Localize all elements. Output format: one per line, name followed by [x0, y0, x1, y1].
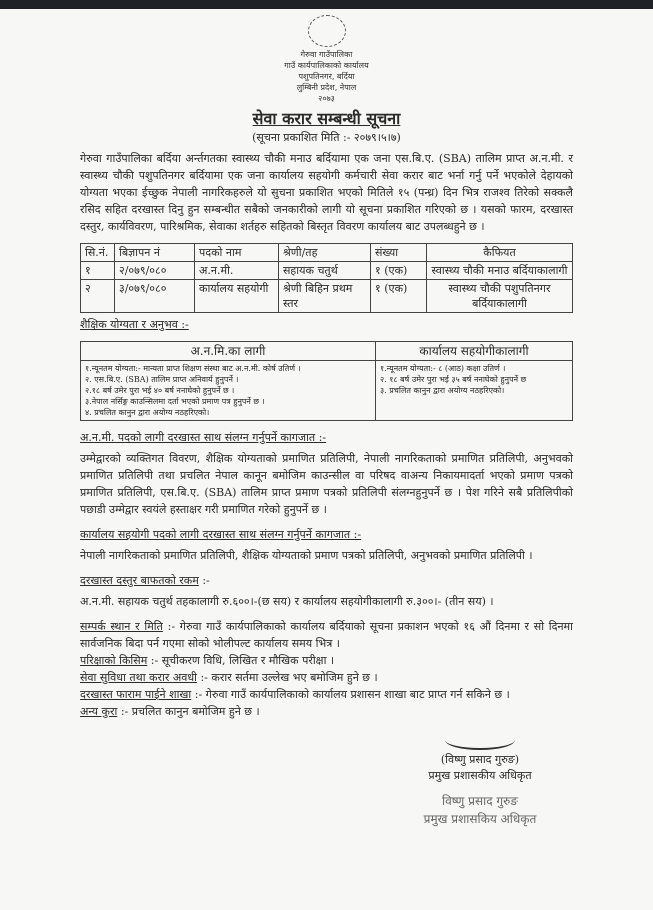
office-qualification: ३. प्रचलित कानुन द्वारा अयोग्य नठहरिएको। [380, 386, 505, 395]
name-stamp [380, 792, 580, 828]
cell: श्रेणी बिहिन प्रथम स्तर [279, 280, 371, 313]
stamp-name: विष्णु प्रसाद गुरुङ [442, 794, 518, 808]
office-qualification: २. १८ बर्ष उमेर पुरा भई ३५ बर्ष ननाघेको हुनुपर्ने छ [380, 375, 527, 384]
cell: सहायक चतुर्थ [279, 262, 371, 280]
qualifications-heading: शैक्षिक योग्यता र अनुभव :- [80, 318, 189, 331]
info-label: सम्पर्क स्थान र मिति [80, 620, 163, 633]
cell: स्वास्थ्य चौकी मनाउ बर्दियाकालागी [427, 262, 573, 280]
cell: ३/०७९/०८० [115, 280, 195, 313]
anm-docs-text: उम्मेद्वारको व्यक्तिगत विवरण, शैक्षिक योग्यताको प्रमाणित प्रतिलिपी, नेपाली नागरिकताको प्रमाणित प्रतिलिपी, अनुभवको प्रमाणित प्रतिलिपी तथा प्रचलित नेपाल कानून बमोजिम काउन्सील वा परिषद वाअन्य निकायमादर्ता भएको प्रमाण पत्रको प्रमाणित प्रतिलिपी, एस.बि.ए. (SBA) तालिम प्राप्त प्रमाण पत्रको प्रतिलिपी संलग्नहुनुपर्ने छ । पेश गरिने सबै प्रतिलिपीको पछाडी उम्मेद्वार स्वयंले हस्ताक्षर गरी प्रमाणित गरेको हुनुपर्ने छ । [80, 452, 573, 516]
anm-qualification: १.न्यूनतम योग्यता:- मान्यता प्राप्त शिक्षण संस्था बाट अ.न.मी. कोर्ष उतिर्ण । [85, 364, 301, 373]
info-text: :- करार सर्तमा उल्लेख भए बमोजिम हुने छ । [196, 671, 378, 684]
info-text: :- सूचीकरण विधि, लिखित र मौखिक परीक्षा । [147, 654, 335, 667]
fee-text: अ.न.मी. सहायक चतुर्थ तहकालागी रु.६००।-(छ सय) र कार्यालय सहयोगीकालागी रु.३००।- (तीन सय) । [80, 595, 494, 608]
col-header: श्रेणी/तह [279, 244, 371, 262]
info-label: अन्य कुरा [80, 705, 118, 718]
publish-date: (सूचना प्रकाशित मिति :- २०७९।५।७) [252, 131, 401, 144]
cell: कार्यालय सहयोगी [195, 280, 279, 313]
logo-line: गाउँ कार्यपालिकाको कार्यालय [284, 61, 369, 70]
notice-title-text: सेवा करार सम्बन्धी सूचना [252, 109, 401, 128]
table-header-row [81, 244, 573, 262]
fee-heading-suffix: :- [198, 574, 210, 587]
info-text: :- प्रचलित कानुन बमोजिम हुने छ । [117, 705, 260, 718]
col-header: सि.नं. [81, 244, 115, 262]
col-header: पदको नाम [195, 244, 279, 262]
col-header: कैफियत [427, 244, 573, 262]
scan-top-edge [0, 0, 653, 9]
qualifications-table [80, 341, 573, 421]
signatory-name: (विष्णु प्रसाद गुरुङ) [440, 753, 520, 766]
intro-paragraph: गेरुवा गाउँपालिका बर्दिया अर्न्तगतका स्वास्थ्य चौकी मनाउ बर्दियामा एक जना एस.बि.ए. (SBA) तालिम प्राप्त अ.न.मी. र स्वास्थ्य चौकी पशुपतिनगर बर्दियामा एक जना कार्यालय सहयोगी कर्मचारी सेवा करार बाट भर्ना गर्नु पर्ने भएकोले देहायको योग्यता भएका ईच्छुक नेपाली नागरिकहरुले यो सुचना प्रकाशित भएको मितिले १५ (पन्ध्र) दिन भित्र राजश्व तिरेको सक्कलै रसिद सहित दरखास्त दिनु हुन सम्बन्धीत सबैको जनकारीको लागी यो सूचना प्रकाशित गरिएको छ । यसको फारम, दरखास्त दस्तुर, कार्यविवरण, पारिश्रमिक, सेवाका शर्तहरु सहितको बिस्तृत विवरण कार्यालय बाट उपलब्धहुने छ । [80, 152, 573, 233]
anm-qualification: २. एस.बि.ए. (SBA) तालिम प्राप्त अनिवार्य हुनुपर्ने । [85, 375, 239, 384]
office-seal-logo [247, 15, 407, 104]
info-label: सेवा सुविधा तथा करार अवधी [80, 671, 197, 684]
office-assistant-header: कार्यालय सहयोगीकालागी [376, 342, 573, 361]
table-row [81, 280, 573, 313]
form-branch [80, 686, 573, 703]
office-docs-text: नेपाली नागरिकताको प्रमाणित प्रतिलिपी, शैक्षिक योग्यताको प्रमाण पत्रको प्रतिलिपी, अनुभवको प्रमाणित प्रतिलिपी । [80, 549, 533, 562]
contact-info [80, 618, 573, 652]
nepal-emblem-icon [308, 15, 346, 47]
col-header: बिज्ञापन नं [115, 244, 195, 262]
cell: २/०७९/०८० [115, 262, 195, 280]
fee-heading [80, 572, 573, 589]
other-matters [80, 703, 573, 720]
info-text: :- गेरुवा गाउँ कार्यपालिकाको कार्यालय प्रशासन शाखा बाट प्राप्त गर्न सकिने छ । [191, 688, 510, 701]
anm-qualification: २.१८ बर्ष उमेर पुरा भई ४० बर्ष ननाघेको हुनुपर्ने छ । [85, 386, 235, 395]
signature-block [380, 730, 580, 784]
cell: १ (एक) [371, 262, 427, 280]
info-label: परिक्षाको किसिम [80, 654, 148, 667]
anm-qualification: ४. प्रचलित कानुन द्वारा अयोग्य नठहरिएको। [85, 408, 210, 417]
office-qualification: १.न्यूनतम योग्यता:- ८ (आठ) कक्षा उतिर्ण । [380, 364, 506, 373]
logo-line: लुम्बिनी प्रदेश, नेपाल [296, 83, 357, 92]
fee-heading-label: दरखास्त दस्तुर बाफतको रकम [80, 574, 199, 587]
notice-document [0, 9, 653, 848]
office-docs-heading: कार्यालय सहयोगी पदको लागी दरखास्त साथ संलग्न गर्नुपर्ने कागजात :- [80, 528, 362, 541]
table-row [81, 262, 573, 280]
exam-type [80, 652, 573, 669]
signatory-designation: प्रमुख प्रशासकीय अधिकृत [428, 769, 532, 782]
cell: १ [81, 262, 115, 280]
logo-line: पशुपतिनगर, बर्दिया [298, 72, 355, 81]
logo-line: २०७३ [318, 94, 335, 103]
service-terms [80, 669, 573, 686]
col-header: संख्या [371, 244, 427, 262]
posts-table [80, 243, 573, 313]
cell: स्वास्थ्य चौकी पशुपतिनगर बर्दियाकालागी [427, 280, 573, 313]
info-label: दरखास्त फाराम पाईने शाखा [80, 688, 192, 701]
anm-docs-heading: अ.न.मी. पदको लागी दरखास्त साथ संलग्न गर्नुपर्ने कागजात :- [80, 431, 327, 444]
notice-title [80, 108, 573, 130]
cell: १ (एक) [371, 280, 427, 313]
logo-line: गेरुवा गाउँपालिका [300, 50, 353, 59]
anm-qualification: ३.नेपाल नर्सिङ्ग काउन्सिलमा दर्ता भएको प्रमाण पत्र हुनुपर्ने छ । [85, 397, 265, 406]
anm-header: अ.न.मि.का लागी [81, 342, 376, 361]
handwritten-signature [445, 730, 515, 750]
stamp-designation: प्रमुख प्रशासकिय अधिकृत [423, 812, 537, 826]
cell: २ [81, 280, 115, 313]
info-text: :- गेरुवा गाउँ कार्यपालिकाको कार्यालय बर्दियाको सूचना प्रकाशन भएको १६ औं दिनमा र सो दिनमा सार्वजनिक बिदा पर्न गएमा सोको भोलीपल्ट कार्यालय समय भित्र । [80, 620, 573, 650]
cell: अ.न.मी. [195, 262, 279, 280]
